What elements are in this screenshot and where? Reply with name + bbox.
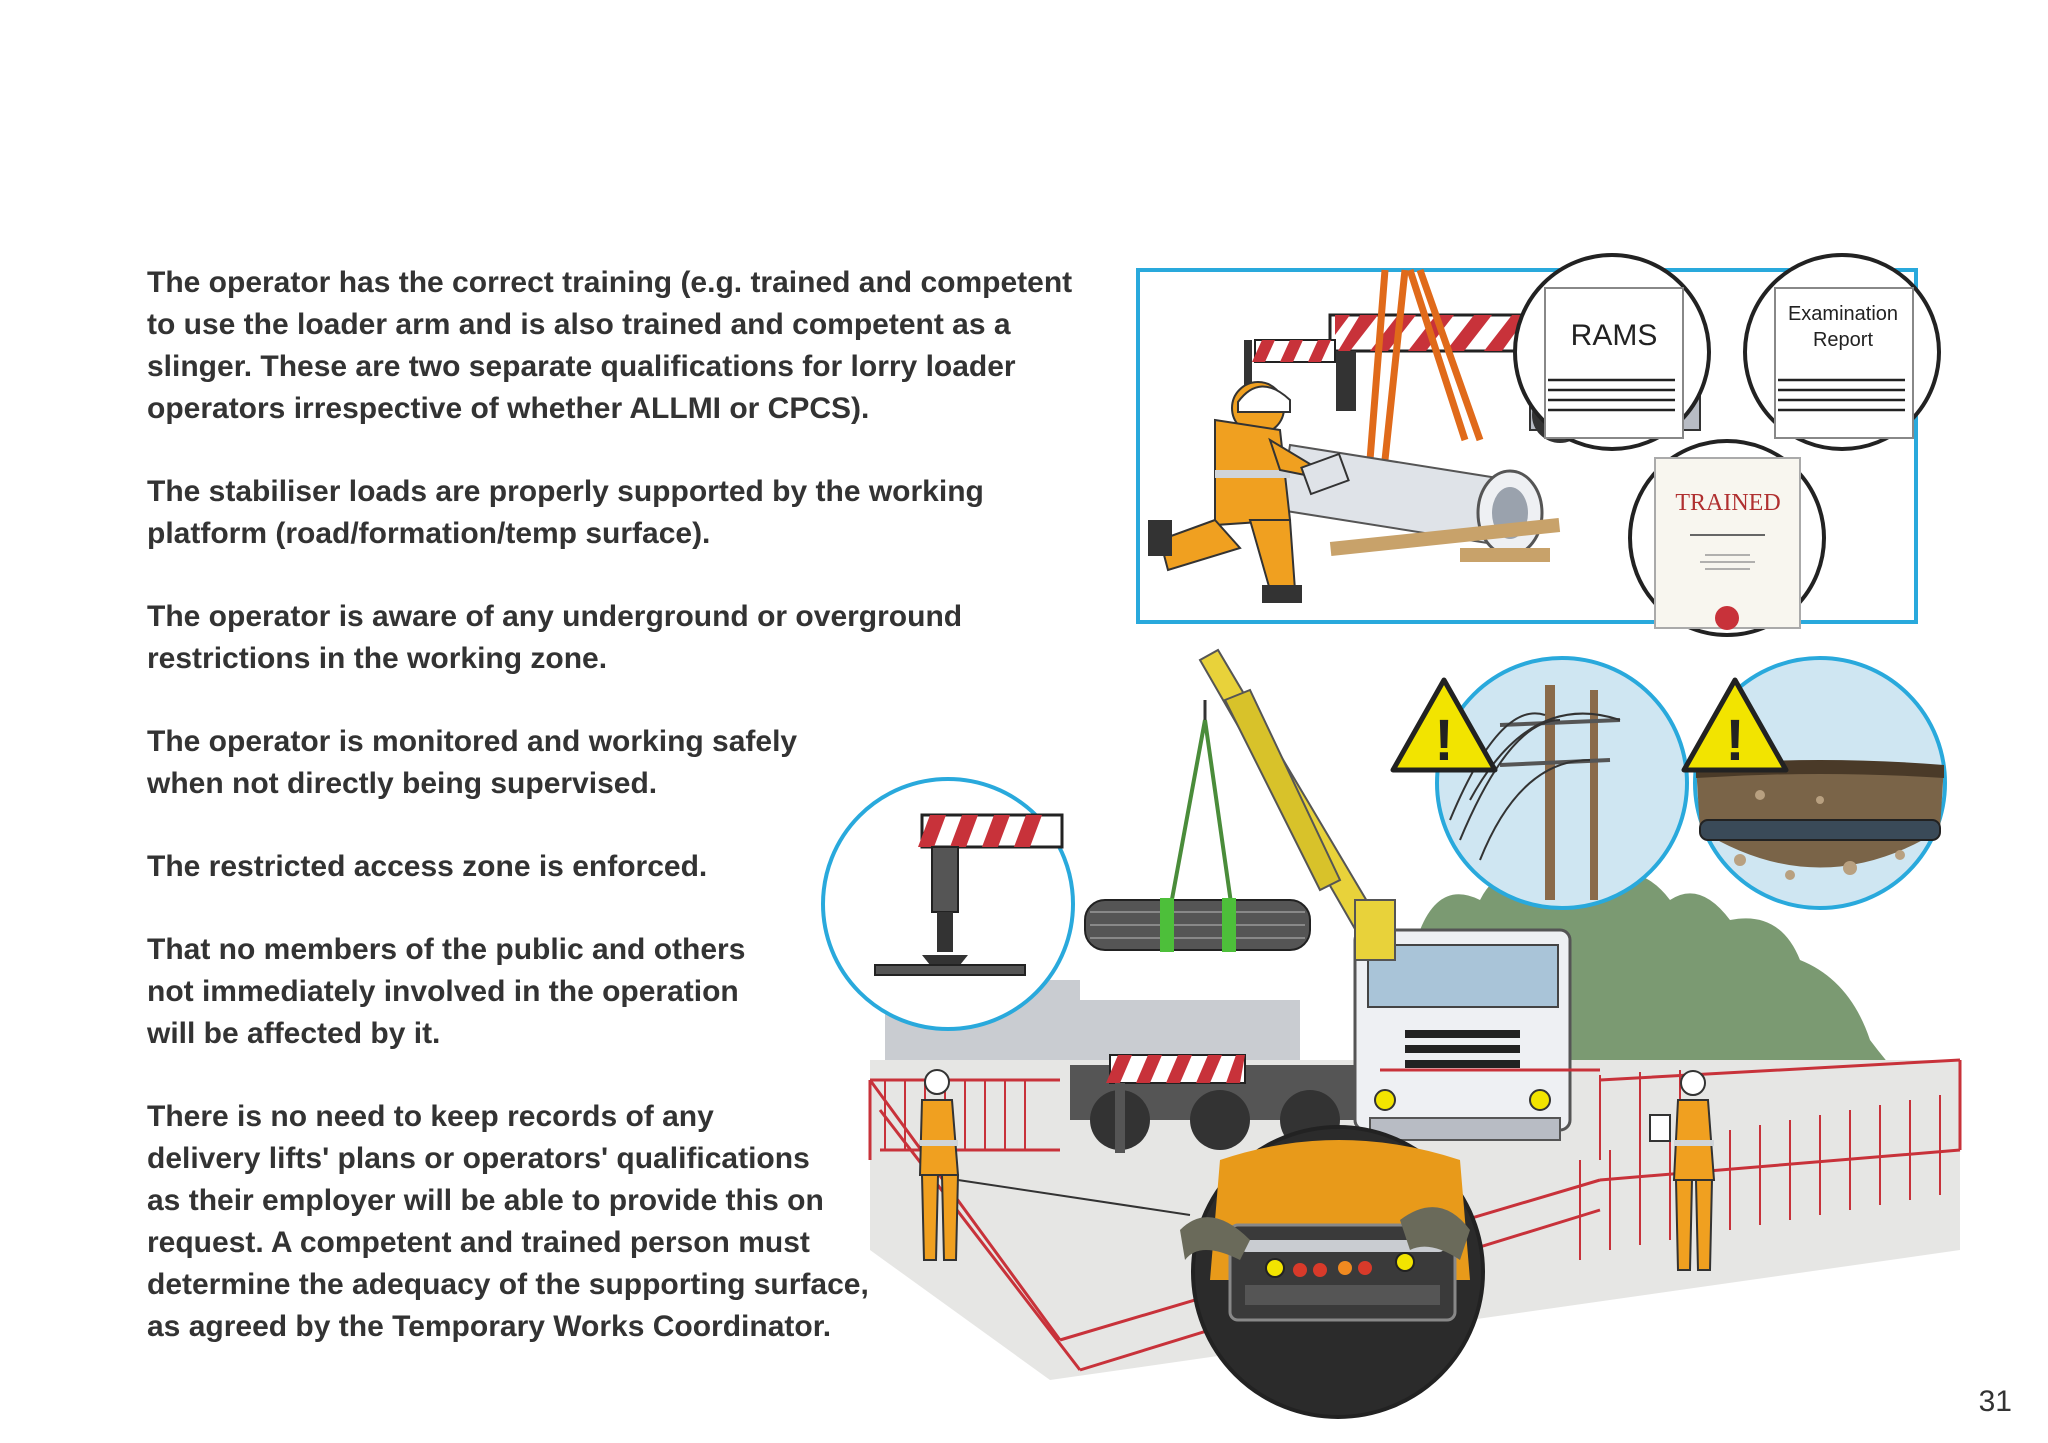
certificate-label: TRAINED <box>1675 490 1781 516</box>
exam-report-line2: Report <box>1812 329 1874 351</box>
trained-certificate <box>1630 441 1824 635</box>
examination-report-document <box>1745 255 1939 449</box>
wax-seal <box>1715 606 1739 630</box>
overhead-power-lines-detail <box>1437 658 1687 908</box>
paragraph-restrictions: The operator is aware of any underground or overground restrictions in the working zone. <box>147 600 963 675</box>
rams-document <box>1515 255 1709 449</box>
rams-label: RAMS <box>1570 319 1658 352</box>
svg-text:!: ! <box>1434 708 1454 773</box>
paragraph-access-zone: The restricted access zone is enforced. <box>147 850 708 883</box>
paragraph-training: The operator has the correct training (e.g. trained and competent to use the loader arm and is also trained and competent as a slinger. These are two separate qualifications for lorry loader operators irrespective of whether ALLMI or CPCS). <box>147 266 1073 425</box>
remote-control-detail <box>1180 1127 1483 1417</box>
paragraph-records: There is no need to keep records of any delivery lifts' plans or operators' qualifications as their employer will be able to provide this on request. A competent and trained person must determine the adequacy of the supporting surface, as agreed by the Temporary Works Coordinator. <box>147 1100 869 1343</box>
paragraph-public: That no members of the public and others not immediately involved in the operation will be affected by it. <box>147 933 746 1050</box>
paragraph-monitored: The operator is monitored and working safely when not directly being supervised. <box>147 725 798 800</box>
exam-report-line1: Examination <box>1787 303 1899 325</box>
page-number: 31 <box>1978 1385 2012 1418</box>
svg-text:!: ! <box>1725 708 1745 773</box>
stabiliser-foot-detail <box>823 779 1073 1029</box>
paragraph-stabiliser: The stabiliser loads are properly supported by the working platform (road/formation/temp surface). <box>147 475 984 550</box>
